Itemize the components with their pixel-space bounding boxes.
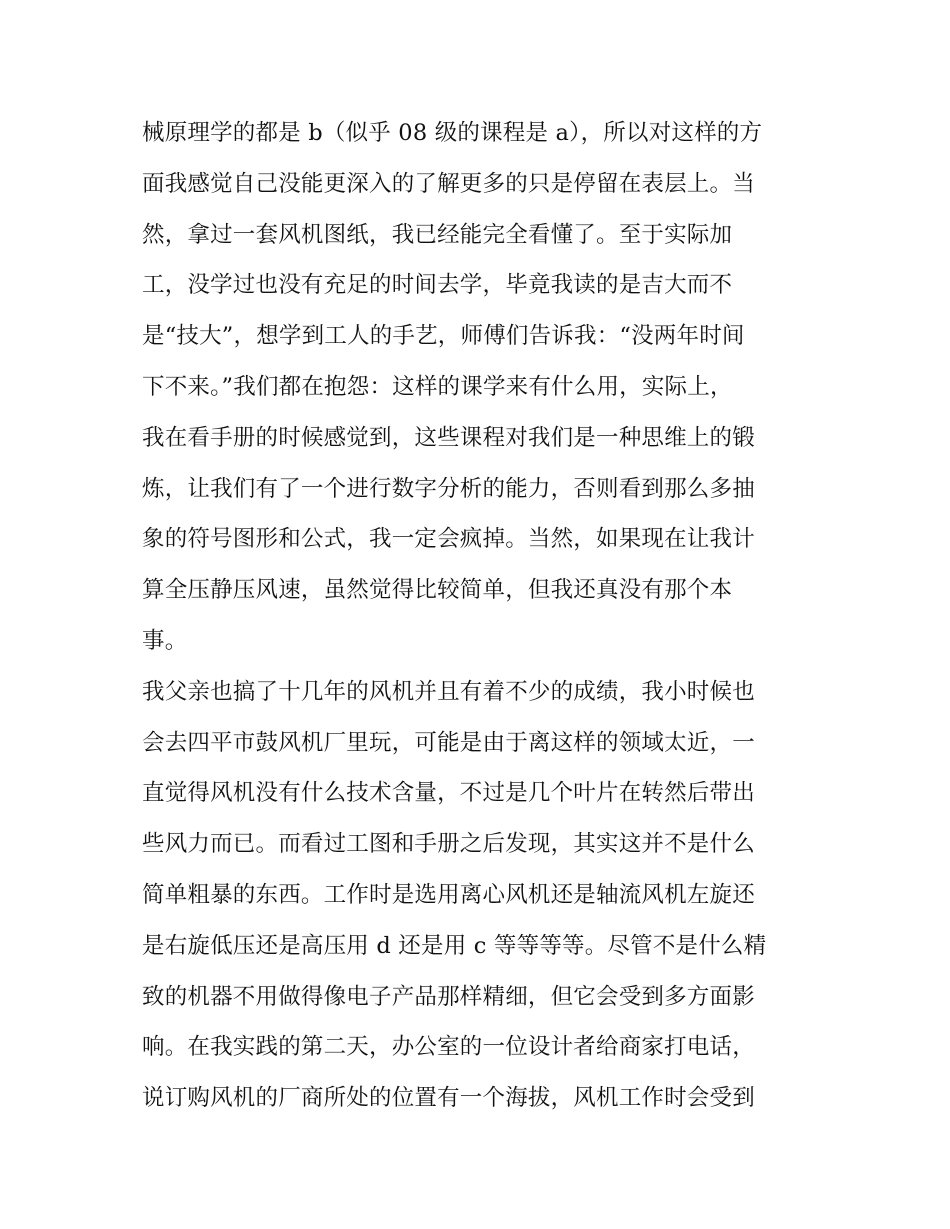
text-line: 些风力而已。而看过工图和手册之后发现，其实这并不是什么 [142, 831, 755, 858]
text-line: 是右旋低压还是高压用 d 还是用 c 等等等等。尽管不是什么精 [142, 932, 767, 959]
text-line: 工，没学过也没有充足的时间去学，毕竟我读的是吉大而不 [142, 272, 733, 299]
text-line: 我在看手册的时候感觉到，这些课程对我们是一种思维上的锻 [142, 424, 755, 451]
text-line: 象的符号图形和公式，我一定会疯掉。当然，如果现在让我计 [142, 526, 755, 553]
text-line: 响。在我实践的第二天，办公室的一位设计者给商家打电话， [142, 1034, 755, 1061]
text-line: 事。 [142, 627, 188, 654]
text-line: 炼，让我们有了一个进行数字分析的能力，否则看到那么多抽 [142, 475, 755, 502]
text-line: 致的机器不用做得像电子产品那样精细，但它会受到多方面影 [142, 983, 755, 1010]
text-line: 简单粗暴的东西。工作时是选用离心风机还是轴流风机左旋还 [142, 881, 755, 908]
text-line: 下不来。”我们都在抱怨：这样的课学来有什么用，实际上， [142, 373, 733, 400]
text-line: 会去四平市鼓风机厂里玩，可能是由于离这样的领域太近，一 [142, 729, 755, 756]
body-text [142, 108, 822, 1124]
text-line: 算全压静压风速，虽然觉得比较简单，但我还真没有那个本 [142, 577, 733, 604]
text-line: 是“技大”，想学到工人的手艺，师傅们告诉我：“没两年时间 [142, 323, 745, 350]
text-line: 直觉得风机没有什么技术含量，不过是几个叶片在转然后带出 [142, 780, 755, 807]
text-line: 然，拿过一套风机图纸，我已经能完全看懂了。至于实际加 [142, 221, 733, 248]
text-line: 说订购风机的厂商所处的位置有一个海拔，风机工作时会受到 [142, 1085, 755, 1112]
text-line: 械原理学的都是 b（似乎 08 级的课程是 a），所以对这样的方 [142, 120, 763, 146]
text-line: 面我感觉自己没能更深入的了解更多的只是停留在表层上。当 [142, 170, 755, 197]
text-line: 我父亲也搞了十几年的风机并且有着不少的成绩，我小时候也 [142, 678, 755, 705]
